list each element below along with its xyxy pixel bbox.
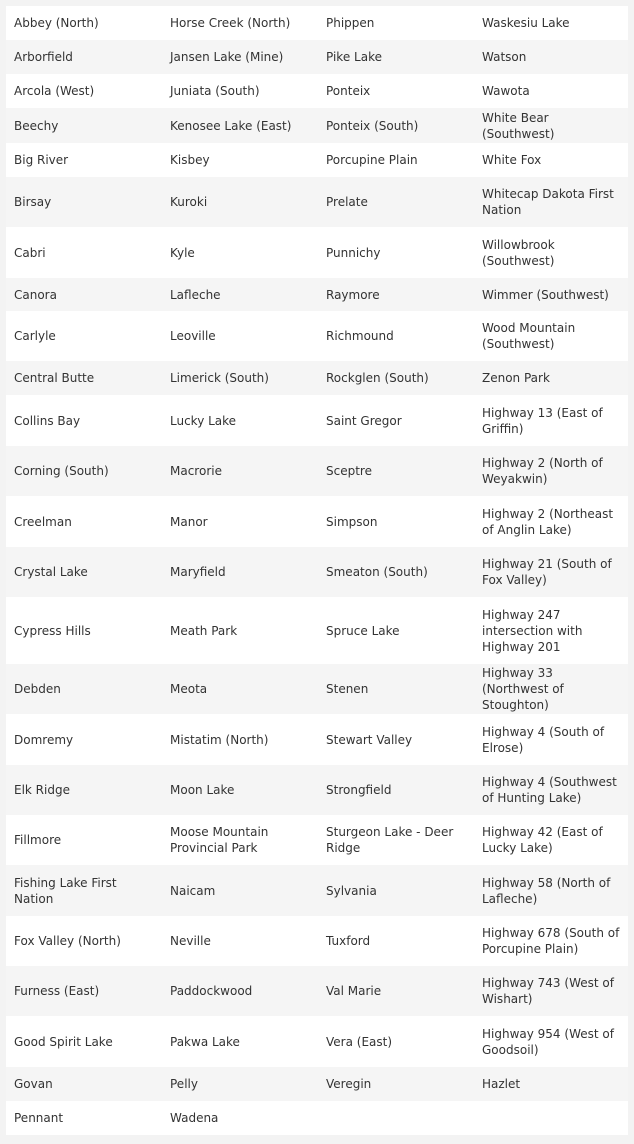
table-cell: Highway 21 (South of Fox Valley) bbox=[474, 547, 628, 597]
table-row bbox=[6, 40, 628, 74]
table-cell: Pike Lake bbox=[318, 40, 474, 74]
table-cell: Kisbey bbox=[162, 143, 318, 177]
table-cell: Highway 58 (North of Lafleche) bbox=[474, 865, 628, 916]
table-cell bbox=[474, 1101, 628, 1135]
table-row bbox=[6, 1016, 628, 1067]
table-cell: Richmound bbox=[318, 311, 474, 361]
table-cell: Lafleche bbox=[162, 278, 318, 311]
table-cell bbox=[318, 1101, 474, 1135]
table-cell: Highway 954 (West of Goodsoil) bbox=[474, 1016, 628, 1067]
table-cell: Central Butte bbox=[6, 361, 162, 395]
table-row bbox=[6, 311, 628, 361]
table-cell: Leoville bbox=[162, 311, 318, 361]
table-row bbox=[6, 446, 628, 496]
table-cell: Sceptre bbox=[318, 446, 474, 496]
table-cell: Val Marie bbox=[318, 966, 474, 1016]
table-cell: Carlyle bbox=[6, 311, 162, 361]
table-cell: Raymore bbox=[318, 278, 474, 311]
table-cell: Arcola (West) bbox=[6, 74, 162, 108]
table-cell: Moon Lake bbox=[162, 765, 318, 815]
table-cell: Highway 2 (Northeast of Anglin Lake) bbox=[474, 496, 628, 547]
table-cell: Beechy bbox=[6, 108, 162, 143]
table-row bbox=[6, 815, 628, 865]
table-row bbox=[6, 765, 628, 815]
table-cell: Simpson bbox=[318, 496, 474, 547]
table-cell: Highway 33 (Northwest of Stoughton) bbox=[474, 664, 628, 714]
table-cell: Highway 13 (East of Griffin) bbox=[474, 395, 628, 446]
table-cell: Wood Mountain (Southwest) bbox=[474, 311, 628, 361]
table-cell: Highway 247 intersection with Highway 201 bbox=[474, 597, 628, 664]
table-cell: White Fox bbox=[474, 143, 628, 177]
table-cell: Zenon Park bbox=[474, 361, 628, 395]
table-row bbox=[6, 74, 628, 108]
table-row bbox=[6, 916, 628, 966]
table-cell: Creelman bbox=[6, 496, 162, 547]
table-cell: Stewart Valley bbox=[318, 714, 474, 765]
table-cell: Veregin bbox=[318, 1067, 474, 1101]
locations-table-container bbox=[6, 6, 628, 1135]
table-row bbox=[6, 1067, 628, 1101]
table-cell: Stenen bbox=[318, 664, 474, 714]
table-cell: Corning (South) bbox=[6, 446, 162, 496]
table-cell: Highway 42 (East of Lucky Lake) bbox=[474, 815, 628, 865]
table-cell: Prelate bbox=[318, 177, 474, 227]
table-cell: Porcupine Plain bbox=[318, 143, 474, 177]
table-row bbox=[6, 227, 628, 278]
table-cell: Pakwa Lake bbox=[162, 1016, 318, 1067]
table-cell: Vera (East) bbox=[318, 1016, 474, 1067]
table-cell: Collins Bay bbox=[6, 395, 162, 446]
table-cell: Manor bbox=[162, 496, 318, 547]
table-cell: Saint Gregor bbox=[318, 395, 474, 446]
table-cell: Crystal Lake bbox=[6, 547, 162, 597]
table-row bbox=[6, 177, 628, 227]
table-cell: Sturgeon Lake - Deer Ridge bbox=[318, 815, 474, 865]
table-cell: Govan bbox=[6, 1067, 162, 1101]
table-cell: Wimmer (Southwest) bbox=[474, 278, 628, 311]
table-cell: Domremy bbox=[6, 714, 162, 765]
table-cell: Good Spirit Lake bbox=[6, 1016, 162, 1067]
table-cell: Highway 678 (South of Porcupine Plain) bbox=[474, 916, 628, 966]
table-row bbox=[6, 664, 628, 714]
table-cell: Whitecap Dakota First Nation bbox=[474, 177, 628, 227]
table-cell: Kuroki bbox=[162, 177, 318, 227]
table-cell: Highway 4 (South of Elrose) bbox=[474, 714, 628, 765]
table-cell: Cabri bbox=[6, 227, 162, 278]
table-cell: Mistatim (North) bbox=[162, 714, 318, 765]
table-cell: Fillmore bbox=[6, 815, 162, 865]
table-cell: Macrorie bbox=[162, 446, 318, 496]
table-cell: Canora bbox=[6, 278, 162, 311]
table-cell: Naicam bbox=[162, 865, 318, 916]
table-cell: Elk Ridge bbox=[6, 765, 162, 815]
table-row bbox=[6, 108, 628, 143]
table-row bbox=[6, 966, 628, 1016]
table-cell: Big River bbox=[6, 143, 162, 177]
table-cell: Watson bbox=[474, 40, 628, 74]
table-cell: Fishing Lake First Nation bbox=[6, 865, 162, 916]
table-row bbox=[6, 278, 628, 311]
table-cell: Ponteix (South) bbox=[318, 108, 474, 143]
table-cell: Highway 4 (Southwest of Hunting Lake) bbox=[474, 765, 628, 815]
table-cell: Highway 743 (West of Wishart) bbox=[474, 966, 628, 1016]
table-row bbox=[6, 597, 628, 664]
table-cell: Meota bbox=[162, 664, 318, 714]
table-row bbox=[6, 547, 628, 597]
table-cell: Highway 2 (North of Weyakwin) bbox=[474, 446, 628, 496]
table-cell: Limerick (South) bbox=[162, 361, 318, 395]
table-cell: Phippen bbox=[318, 6, 474, 40]
table-cell: Neville bbox=[162, 916, 318, 966]
table-row bbox=[6, 1101, 628, 1135]
table-row bbox=[6, 714, 628, 765]
table-cell: Strongfield bbox=[318, 765, 474, 815]
table-cell: Paddockwood bbox=[162, 966, 318, 1016]
table-cell: Cypress Hills bbox=[6, 597, 162, 664]
table-cell: Jansen Lake (Mine) bbox=[162, 40, 318, 74]
table-cell: Abbey (North) bbox=[6, 6, 162, 40]
table-cell: Tuxford bbox=[318, 916, 474, 966]
table-cell: Wadena bbox=[162, 1101, 318, 1135]
table-cell: Debden bbox=[6, 664, 162, 714]
table-cell: Waskesiu Lake bbox=[474, 6, 628, 40]
table-cell: Kenosee Lake (East) bbox=[162, 108, 318, 143]
table-row bbox=[6, 395, 628, 446]
table-cell: Lucky Lake bbox=[162, 395, 318, 446]
table-cell: Kyle bbox=[162, 227, 318, 278]
table-cell: White Bear (Southwest) bbox=[474, 108, 628, 143]
table-cell: Moose Mountain Provincial Park bbox=[162, 815, 318, 865]
table-cell: Punnichy bbox=[318, 227, 474, 278]
table-cell: Spruce Lake bbox=[318, 597, 474, 664]
locations-table bbox=[6, 6, 628, 1135]
table-cell: Arborfield bbox=[6, 40, 162, 74]
table-row bbox=[6, 496, 628, 547]
table-row bbox=[6, 143, 628, 177]
table-cell: Hazlet bbox=[474, 1067, 628, 1101]
locations-table-body bbox=[6, 6, 628, 1135]
table-cell: Fox Valley (North) bbox=[6, 916, 162, 966]
table-cell: Ponteix bbox=[318, 74, 474, 108]
table-cell: Furness (East) bbox=[6, 966, 162, 1016]
table-cell: Smeaton (South) bbox=[318, 547, 474, 597]
table-cell: Horse Creek (North) bbox=[162, 6, 318, 40]
table-cell: Willowbrook (Southwest) bbox=[474, 227, 628, 278]
table-cell: Meath Park bbox=[162, 597, 318, 664]
table-cell: Birsay bbox=[6, 177, 162, 227]
table-cell: Rockglen (South) bbox=[318, 361, 474, 395]
table-row bbox=[6, 6, 628, 40]
table-cell: Sylvania bbox=[318, 865, 474, 916]
table-cell: Juniata (South) bbox=[162, 74, 318, 108]
table-cell: Pennant bbox=[6, 1101, 162, 1135]
table-cell: Wawota bbox=[474, 74, 628, 108]
table-row bbox=[6, 361, 628, 395]
table-cell: Pelly bbox=[162, 1067, 318, 1101]
table-row bbox=[6, 865, 628, 916]
table-cell: Maryfield bbox=[162, 547, 318, 597]
